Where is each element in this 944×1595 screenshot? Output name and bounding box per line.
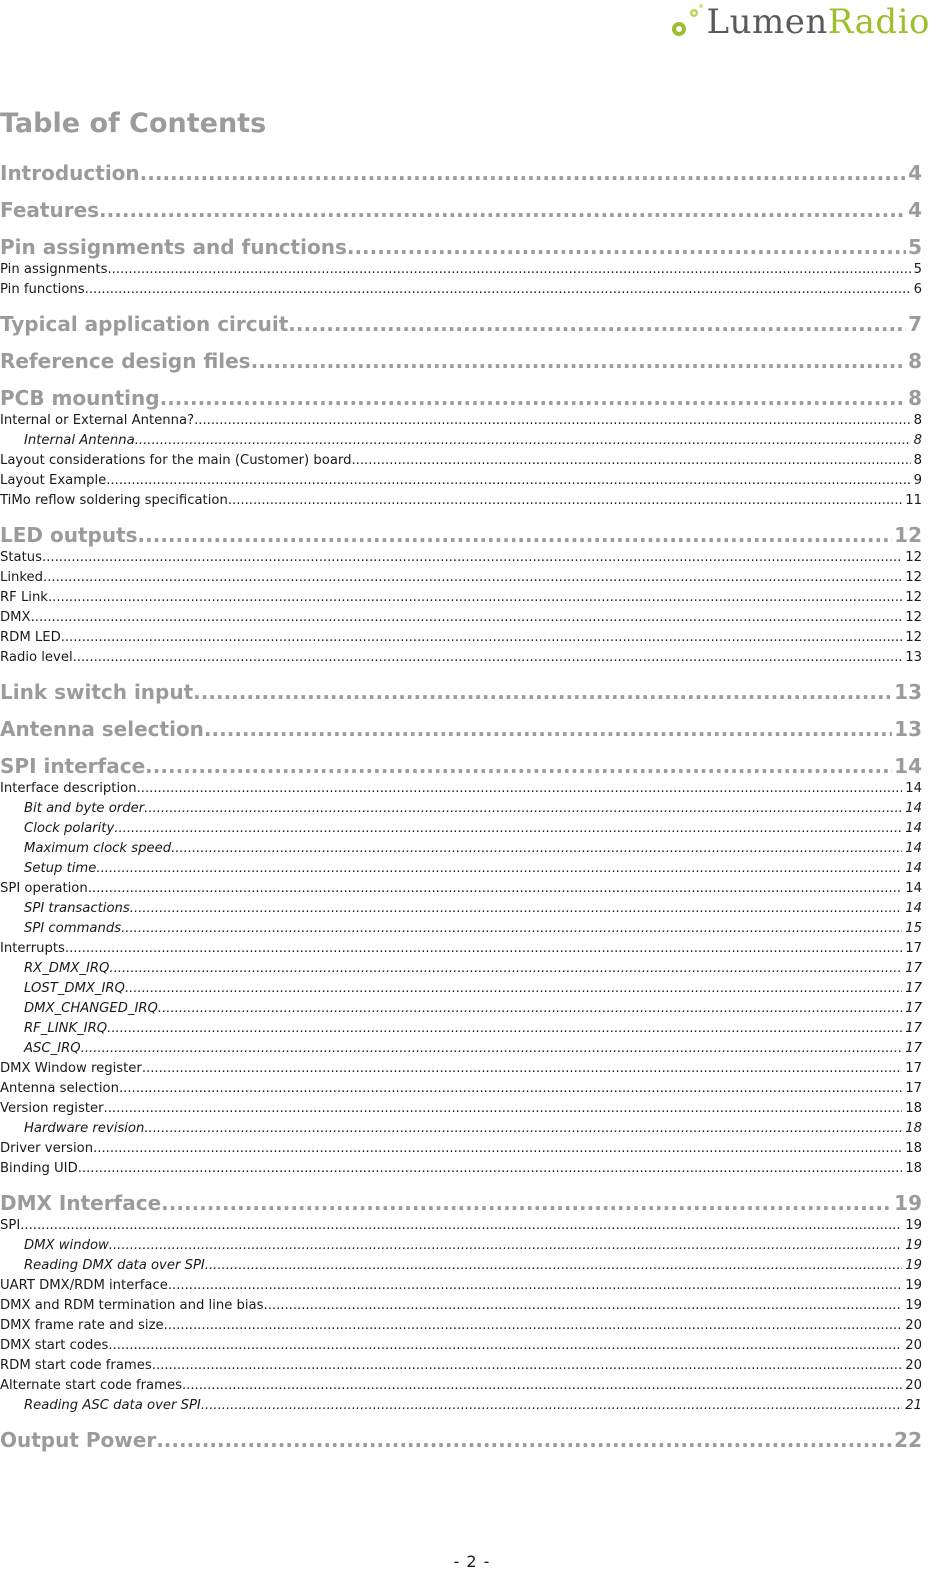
toc-entry-label: LED outputs xyxy=(0,523,138,547)
toc-entry-level-2[interactable] xyxy=(0,1276,922,1296)
toc-entry-label: SPI operation xyxy=(0,881,88,896)
toc-entry-label: Maximum clock speed xyxy=(24,841,172,856)
toc-entry-level-1[interactable] xyxy=(0,311,922,337)
toc-dot-leader xyxy=(61,628,902,648)
toc-entry-level-2[interactable] xyxy=(0,648,922,668)
toc-entry-level-1[interactable] xyxy=(0,753,922,779)
toc-entry-label: Pin functions xyxy=(0,282,85,297)
toc-entry-label: RF Link xyxy=(0,590,48,605)
toc-dot-leader xyxy=(204,716,892,742)
toc-entry-level-2[interactable] xyxy=(0,1296,922,1316)
toc-entry-page: 19 xyxy=(905,1278,922,1293)
toc-entry-level-2[interactable] xyxy=(0,568,922,588)
toc-entry-page: 17 xyxy=(905,981,922,996)
toc-entry-label: SPI commands xyxy=(24,921,122,936)
toc-entry-page: 19 xyxy=(894,1191,922,1215)
toc-dot-leader xyxy=(137,779,903,799)
toc-dot-leader xyxy=(48,588,902,608)
toc-entry-label: DMX window xyxy=(24,1238,109,1253)
toc-entry-page: 17 xyxy=(905,961,922,976)
toc-dot-leader xyxy=(288,311,906,337)
toc-entry-page: 20 xyxy=(905,1378,922,1393)
toc-dot-leader xyxy=(158,999,902,1019)
toc-dot-leader xyxy=(109,1236,902,1256)
toc-dot-leader xyxy=(107,260,910,280)
toc-entry-level-2[interactable] xyxy=(0,588,922,608)
toc-dot-leader xyxy=(144,799,902,819)
logo-word-radio: Radio xyxy=(827,2,930,42)
toc-dot-leader xyxy=(108,1336,902,1356)
toc-dot-leader xyxy=(78,1159,902,1179)
toc-entry-label: RF_LINK_IRQ xyxy=(24,1021,108,1036)
toc-entry-label: Layout considerations for the main (Customer) board. xyxy=(0,453,356,468)
toc-entry-label: Version register xyxy=(0,1101,104,1116)
toc-dot-leader xyxy=(114,819,902,839)
toc-title: Table of Contents xyxy=(0,108,267,139)
toc-dot-leader xyxy=(156,1427,892,1453)
toc-entry-page: 14 xyxy=(905,841,922,856)
toc-entry-page: 6 xyxy=(913,282,922,297)
toc-entry-label: Pin assignments xyxy=(0,262,108,277)
toc-entry-page: 19 xyxy=(905,1218,922,1233)
toc-entry-level-2[interactable] xyxy=(0,491,922,511)
toc-entry-page: 14 xyxy=(905,821,922,836)
toc-entry-page: 20 xyxy=(905,1358,922,1373)
toc-dot-leader xyxy=(43,568,902,588)
toc-entry-page: 20 xyxy=(905,1318,922,1333)
toc-entry-label: Status xyxy=(0,550,43,565)
toc-entry-page: 14 xyxy=(905,861,922,876)
toc-entry-level-3[interactable] xyxy=(0,1019,922,1039)
toc-entry-page: 17 xyxy=(905,941,922,956)
toc-entry-level-3[interactable] xyxy=(0,959,922,979)
toc-entry-level-1[interactable] xyxy=(0,234,922,260)
toc-dot-leader xyxy=(201,1396,902,1416)
page-number: - 2 - xyxy=(453,1552,491,1571)
toc-dot-leader xyxy=(194,411,911,431)
toc-entry-label: Features xyxy=(0,198,100,222)
toc-dot-leader xyxy=(125,979,902,999)
toc-entry-level-2[interactable] xyxy=(0,1216,922,1236)
toc-entry-page: 17 xyxy=(905,1081,922,1096)
toc-entry-label: RDM start code frames xyxy=(0,1358,152,1373)
toc-entry-level-2[interactable] xyxy=(0,779,922,799)
toc-entry-label: RDM LED xyxy=(0,630,61,645)
toc-entry-page: 17 xyxy=(905,1001,922,1016)
toc-entry-label: DMX xyxy=(0,610,31,625)
toc-dot-leader xyxy=(264,1296,903,1316)
toc-entry-page: 13 xyxy=(905,650,922,665)
toc-entry-level-2[interactable] xyxy=(0,1099,922,1119)
toc-entry-label: Bit and byte order xyxy=(24,801,145,816)
toc-entry-level-2[interactable] xyxy=(0,260,922,280)
toc-entry-level-1[interactable] xyxy=(0,160,922,186)
toc-dot-leader xyxy=(205,1256,902,1276)
toc-entry-level-2[interactable] xyxy=(0,1356,922,1376)
toc-entry-label: Setup time xyxy=(24,861,97,876)
toc-entry-level-2[interactable] xyxy=(0,548,922,568)
toc-entry-label: SPI xyxy=(0,1218,21,1233)
toc-entry-level-3[interactable] xyxy=(0,979,922,999)
toc-entry-page: 8 xyxy=(913,413,922,428)
toc-dot-leader xyxy=(119,1079,902,1099)
toc-entry-label: Antenna selection xyxy=(0,1081,119,1096)
toc-entry-level-3[interactable] xyxy=(0,1396,922,1416)
toc-entry-label: RX_DMX_IRQ xyxy=(24,961,110,976)
toc-dot-leader xyxy=(144,1119,902,1139)
toc-entry-page: 8 xyxy=(913,453,922,468)
toc-entry-level-2[interactable] xyxy=(0,411,922,431)
toc-entry-page: 8 xyxy=(908,386,922,410)
toc-entry-level-3[interactable] xyxy=(0,839,922,859)
toc-dot-leader xyxy=(356,451,911,471)
toc-entry-page: 12 xyxy=(905,570,922,585)
toc-entry-level-2[interactable] xyxy=(0,1376,922,1396)
toc-dot-leader xyxy=(228,491,902,511)
toc-entry-page: 18 xyxy=(905,1101,922,1116)
toc-entry-page: 5 xyxy=(908,235,922,259)
toc-entry-page: 14 xyxy=(905,881,922,896)
toc-entry-level-1[interactable] xyxy=(0,679,922,705)
toc-entry-page: 19 xyxy=(905,1258,922,1273)
toc-entry-page: 12 xyxy=(905,590,922,605)
toc-dot-leader xyxy=(130,899,902,919)
toc-entry-level-2[interactable] xyxy=(0,1059,922,1079)
toc-entry-level-1[interactable] xyxy=(0,197,922,223)
toc-entry-label: Interrupts xyxy=(0,941,65,956)
toc-entry-page: 12 xyxy=(905,610,922,625)
toc-dot-leader xyxy=(93,1139,902,1159)
toc-entry-level-3[interactable] xyxy=(0,899,922,919)
toc-entry-level-2[interactable] xyxy=(0,280,922,300)
toc-dot-leader xyxy=(104,1099,903,1119)
toc-entry-page: 4 xyxy=(908,161,922,185)
toc-entry-label: Alternate start code frames xyxy=(0,1378,182,1393)
toc-entry-label: Typical application circuit xyxy=(0,312,289,336)
toc-entry-level-3[interactable] xyxy=(0,431,922,451)
toc-entry-level-3[interactable] xyxy=(0,799,922,819)
toc-dot-leader xyxy=(145,753,892,779)
toc-entry-level-3[interactable] xyxy=(0,1119,922,1139)
toc-entry-label: Interface description xyxy=(0,781,137,796)
toc-entry-level-2[interactable] xyxy=(0,608,922,628)
toc-dot-leader xyxy=(85,280,911,300)
toc-dot-leader xyxy=(81,1039,903,1059)
toc-entry-label: Reading ASC data over SPI xyxy=(24,1398,201,1413)
toc-entry-label: Antenna selection xyxy=(0,717,204,741)
toc-entry-level-2[interactable] xyxy=(0,1336,922,1356)
toc-entry-page: 19 xyxy=(905,1298,922,1313)
toc-entry-label: DMX frame rate and size xyxy=(0,1318,164,1333)
table-of-contents xyxy=(0,160,922,1453)
toc-entry-page: 12 xyxy=(905,630,922,645)
toc-dot-leader xyxy=(20,1216,902,1236)
toc-entry-page: 13 xyxy=(894,717,922,741)
toc-dot-leader xyxy=(138,522,893,548)
toc-entry-label: Hardware revision xyxy=(24,1121,145,1136)
toc-entry-page: 14 xyxy=(905,801,922,816)
toc-dot-leader xyxy=(73,648,903,668)
toc-entry-label: Pin assignments and functions xyxy=(0,235,347,259)
toc-entry-page: 18 xyxy=(905,1141,922,1156)
toc-dot-leader xyxy=(251,348,906,374)
toc-entry-level-3[interactable] xyxy=(0,1236,922,1256)
toc-dot-leader xyxy=(164,1316,903,1336)
toc-entry-label: LOST_DMX_IRQ xyxy=(24,981,125,996)
toc-entry-label: UART DMX/RDM interface xyxy=(0,1278,168,1293)
toc-dot-leader xyxy=(140,160,906,186)
toc-entry-page: 11 xyxy=(905,493,922,508)
toc-entry-label: Internal Antenna xyxy=(24,433,135,448)
toc-entry-level-1[interactable] xyxy=(0,348,922,374)
toc-entry-level-2[interactable] xyxy=(0,879,922,899)
toc-entry-level-1[interactable] xyxy=(0,1427,922,1453)
lumenradio-logo xyxy=(667,2,931,42)
toc-dot-leader xyxy=(96,859,902,879)
toc-dot-leader xyxy=(347,234,906,260)
toc-entry-level-2[interactable] xyxy=(0,451,922,471)
toc-entry-page: 9 xyxy=(913,473,922,488)
toc-entry-level-3[interactable] xyxy=(0,919,922,939)
toc-entry-level-1[interactable] xyxy=(0,522,922,548)
toc-entry-page: 14 xyxy=(905,901,922,916)
toc-entry-level-3[interactable] xyxy=(0,819,922,839)
toc-dot-leader xyxy=(106,471,910,491)
toc-entry-level-3[interactable] xyxy=(0,1039,922,1059)
toc-dot-leader xyxy=(171,839,902,859)
toc-dot-leader xyxy=(99,197,906,223)
toc-entry-level-1[interactable] xyxy=(0,385,922,411)
toc-entry-page: 5 xyxy=(913,262,922,277)
toc-dot-leader xyxy=(160,385,907,411)
radio-dots-icon xyxy=(667,2,707,42)
toc-entry-page: 20 xyxy=(905,1338,922,1353)
toc-entry-page: 17 xyxy=(905,1061,922,1076)
toc-dot-leader xyxy=(193,679,892,705)
toc-entry-level-2[interactable] xyxy=(0,1079,922,1099)
toc-entry-level-2[interactable] xyxy=(0,1316,922,1336)
toc-dot-leader xyxy=(161,1190,892,1216)
toc-entry-label: Introduction xyxy=(0,161,140,185)
toc-entry-page: 13 xyxy=(894,680,922,704)
toc-entry-label: DMX_CHANGED_IRQ xyxy=(24,1001,158,1016)
toc-entry-label: ASC_IRQ xyxy=(24,1041,81,1056)
toc-entry-level-2[interactable] xyxy=(0,1139,922,1159)
toc-entry-level-2[interactable] xyxy=(0,1159,922,1179)
toc-entry-page: 8 xyxy=(913,433,922,448)
toc-entry-label: Reading DMX data over SPI xyxy=(24,1258,205,1273)
toc-entry-page: 8 xyxy=(908,349,922,373)
toc-entry-page: 14 xyxy=(894,754,922,778)
toc-entry-label: DMX and RDM termination and line bias xyxy=(0,1298,264,1313)
toc-entry-page: 15 xyxy=(905,921,922,936)
toc-dot-leader xyxy=(65,939,902,959)
toc-entry-page: 14 xyxy=(905,781,922,796)
toc-entry-page: 17 xyxy=(905,1021,922,1036)
toc-dot-leader xyxy=(135,431,911,451)
logo-word-lumen: Lumen xyxy=(706,2,828,42)
toc-dot-leader xyxy=(88,879,902,899)
toc-entry-label: DMX Window register xyxy=(0,1061,142,1076)
toc-dot-leader xyxy=(142,1059,902,1079)
toc-entry-page: 12 xyxy=(905,550,922,565)
toc-entry-page: 21 xyxy=(905,1398,922,1413)
toc-entry-label: Binding UID xyxy=(0,1161,78,1176)
toc-entry-page: 22 xyxy=(894,1428,922,1452)
toc-entry-label: Driver version xyxy=(0,1141,94,1156)
toc-entry-page: 19 xyxy=(905,1238,922,1253)
toc-entry-label: Internal or External Antenna? xyxy=(0,413,195,428)
toc-entry-level-2[interactable] xyxy=(0,628,922,648)
toc-dot-leader xyxy=(31,608,903,628)
toc-entry-label: SPI transactions xyxy=(24,901,130,916)
toc-entry-level-2[interactable] xyxy=(0,471,922,491)
toc-entry-label: Link switch input xyxy=(0,680,194,704)
toc-entry-level-3[interactable] xyxy=(0,1256,922,1276)
toc-entry-page: 7 xyxy=(908,312,922,336)
toc-dot-leader xyxy=(121,919,902,939)
toc-entry-label: Output Power xyxy=(0,1428,157,1452)
logo-wordmark xyxy=(707,2,931,42)
toc-entry-level-2[interactable] xyxy=(0,939,922,959)
toc-entry-label: Reference design files xyxy=(0,349,251,373)
toc-entry-page: 12 xyxy=(894,523,922,547)
toc-dot-leader xyxy=(107,1019,902,1039)
toc-entry-label: TiMo reflow soldering specification xyxy=(0,493,228,508)
toc-entry-level-3[interactable] xyxy=(0,859,922,879)
toc-dot-leader xyxy=(168,1276,902,1296)
toc-entry-label: DMX start codes xyxy=(0,1338,109,1353)
toc-entry-label: SPI interface xyxy=(0,754,146,778)
toc-dot-leader xyxy=(42,548,902,568)
toc-entry-label: Layout Example xyxy=(0,473,107,488)
toc-entry-label: DMX Interface xyxy=(0,1191,162,1215)
toc-entry-page: 4 xyxy=(908,198,922,222)
toc-entry-page: 17 xyxy=(905,1041,922,1056)
toc-dot-leader xyxy=(152,1356,902,1376)
toc-entry-level-3[interactable] xyxy=(0,999,922,1019)
toc-dot-leader xyxy=(109,959,902,979)
toc-entry-label: PCB mounting xyxy=(0,386,160,410)
toc-dot-leader xyxy=(182,1376,902,1396)
toc-entry-page: 18 xyxy=(905,1121,922,1136)
toc-entry-page: 18 xyxy=(905,1161,922,1176)
toc-entry-level-1[interactable] xyxy=(0,1190,922,1216)
toc-entry-label: Radio level xyxy=(0,650,73,665)
toc-entry-label: Clock polarity xyxy=(24,821,115,836)
toc-entry-label: Linked xyxy=(0,570,44,585)
toc-entry-level-1[interactable] xyxy=(0,716,922,742)
